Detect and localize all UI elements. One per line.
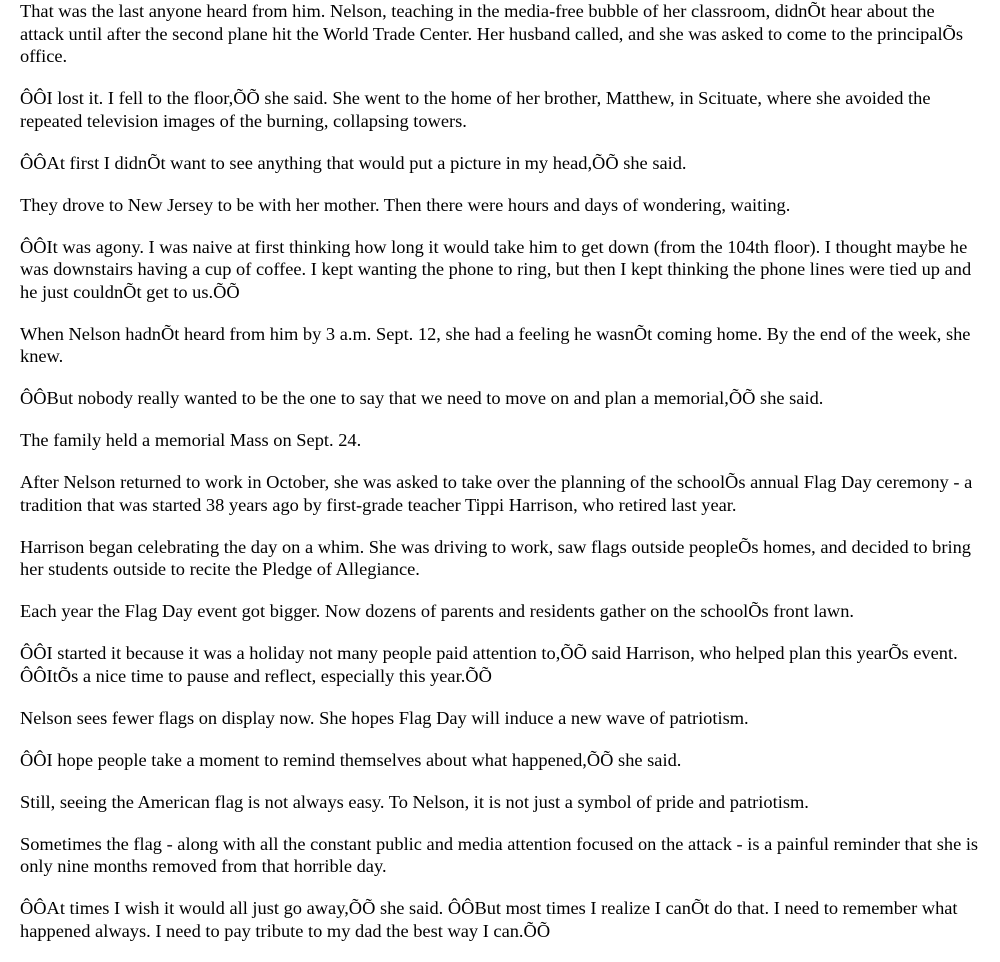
paragraph: ÔÔBut nobody really wanted to be the one to say that we need to move on and plan a memorial,ÕÕ she said. <box>20 388 824 408</box>
paragraph: Each year the Flag Day event got bigger. Now dozens of parents and residents gather on the schoolÕs front lawn. <box>20 601 854 621</box>
paragraph: ÔÔI hope people take a moment to remind themselves about what happened,ÕÕ she said. <box>20 749 682 770</box>
paragraph: ÔÔAt first I didnÕt want to see anything that would put a picture in my head,ÕÕ she said. <box>20 152 687 173</box>
paragraph: After Nelson returned to work in October, she was asked to take over the planning of the schoolÕs annual Flag Day ceremony - a tradition that was started 38 years ago by first-grade teacher Tippi Harrison, who retired last year. <box>20 472 973 515</box>
paragraph: ÔÔAt times I wish it would all just go away,ÕÕ she said. ÔÔBut most times I realize I canÕt do that. I need to remember what happened always. I need to pay tribute to my dad the best way I can.ÕÕ <box>20 898 958 941</box>
article-body <box>20 0 980 962</box>
paragraph: Harrison began celebrating the day on a whim. She was driving to work, saw flags outside peopleÕs homes, and decided to bring her students outside to recite the Pledge of Allegiance. <box>20 536 971 579</box>
paragraph: Sometimes the flag - along with all the constant public and media attention focused on the attack - is a painful reminder that she is only nine months removed from that horrible day. <box>20 833 979 876</box>
paragraph: Nelson sees fewer flags on display now. She hopes Flag Day will induce a new wave of patriotism. <box>20 707 749 728</box>
paragraph: They drove to New Jersey to be with her mother. Then there were hours and days of wondering, waiting. <box>20 194 791 215</box>
paragraph: That was the last anyone heard from him. Nelson, teaching in the media-free bubble of her classroom, didnÕt hear about the attack until after the second plane hit the World Trade Center. Her husband called, and she was asked to come to the principalÕs office. <box>20 1 963 66</box>
paragraph: Still, seeing the American flag is not always easy. To Nelson, it is not just a symbol of pride and patriotism. <box>20 791 809 812</box>
paragraph: When Nelson hadnÕt heard from him by 3 a.m. Sept. 12, she had a feeling he wasnÕt coming home. By the end of the week, she knew. <box>20 323 971 366</box>
paragraph: The family held a memorial Mass on Sept. 24. <box>20 430 362 450</box>
paragraph: ÔÔI lost it. I fell to the floor,ÕÕ she said. She went to the home of her brother, Matthew, in Scituate, where she avoided the repeated television images of the burning, collapsing towers. <box>20 88 931 131</box>
paragraph: ÔÔIt was agony. I was naive at first thinking how long it would take him to get down (from the 104th floor). I thought maybe he was downstairs having a cup of coffee. I kept wanting the phone to ring, but then I kept thinking the phone lines were tied up and he just couldnÕt get to us.ÕÕ <box>20 236 972 302</box>
paragraph: ÔÔI started it because it was a holiday not many people paid attention to,ÕÕ said Harrison, who helped plan this yearÕs event. ÔÔItÕs a nice time to pause and reflect, especially this year.ÕÕ <box>20 643 958 686</box>
